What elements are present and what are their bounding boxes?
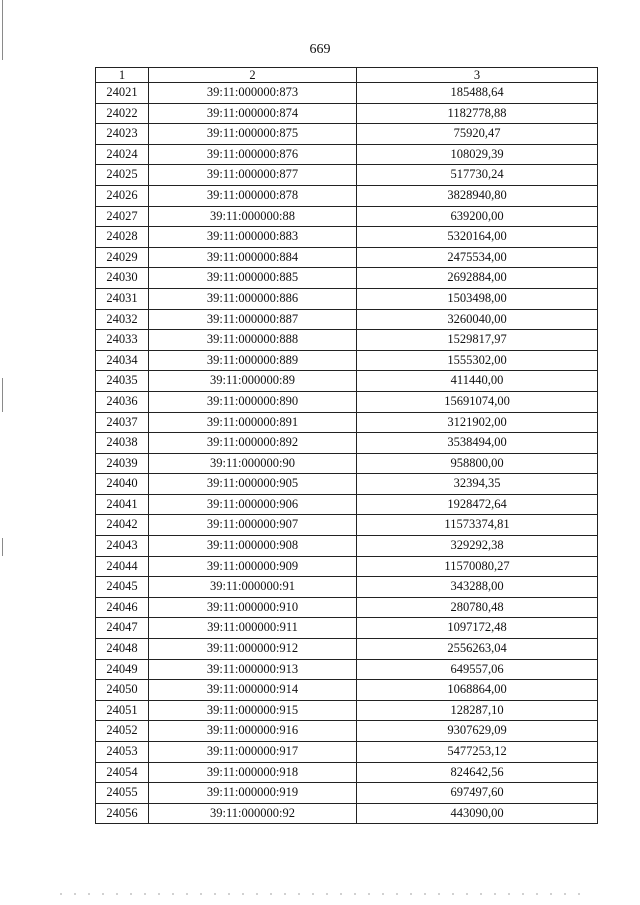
- row-number-cell: 24046: [96, 597, 149, 618]
- row-number-cell: 24038: [96, 433, 149, 454]
- value-cell: 329292,38: [357, 536, 598, 557]
- row-number-cell: 24045: [96, 577, 149, 598]
- table-header: [96, 68, 598, 83]
- row-number-cell: 24036: [96, 391, 149, 412]
- table-row: [96, 556, 598, 577]
- cadastral-number-cell: 39:11:000000:877: [149, 165, 357, 186]
- cadastral-number-cell: 39:11:000000:88: [149, 206, 357, 227]
- column-header-3: 3: [357, 68, 598, 83]
- scan-margin-mark: [2, 0, 3, 60]
- row-number-cell: 24021: [96, 83, 149, 104]
- row-number-cell: 24044: [96, 556, 149, 577]
- value-cell: 3260040,00: [357, 309, 598, 330]
- table-row: [96, 268, 598, 289]
- value-cell: 958800,00: [357, 453, 598, 474]
- value-cell: 1928472,64: [357, 494, 598, 515]
- value-cell: 280780,48: [357, 597, 598, 618]
- value-cell: 649557,06: [357, 659, 598, 680]
- row-number-cell: 24032: [96, 309, 149, 330]
- value-cell: 5320164,00: [357, 227, 598, 248]
- row-number-cell: 24026: [96, 185, 149, 206]
- value-cell: 3828940,80: [357, 185, 598, 206]
- value-cell: 128287,10: [357, 700, 598, 721]
- row-number-cell: 24022: [96, 103, 149, 124]
- value-cell: 9307629,09: [357, 721, 598, 742]
- value-cell: 517730,24: [357, 165, 598, 186]
- value-cell: 824642,56: [357, 762, 598, 783]
- table-row: [96, 639, 598, 660]
- cadastral-number-cell: 39:11:000000:89: [149, 371, 357, 392]
- table-row: [96, 165, 598, 186]
- row-number-cell: 24047: [96, 618, 149, 639]
- cadastral-number-cell: 39:11:000000:889: [149, 350, 357, 371]
- row-number-cell: 24033: [96, 330, 149, 351]
- row-number-cell: 24050: [96, 680, 149, 701]
- page-number: 669: [309, 42, 331, 57]
- row-number-cell: 24030: [96, 268, 149, 289]
- scan-margin-mark: [2, 378, 3, 412]
- value-cell: 1182778,88: [357, 103, 598, 124]
- value-cell: 3121902,00: [357, 412, 598, 433]
- cadastral-number-cell: 39:11:000000:883: [149, 227, 357, 248]
- cadastral-number-cell: 39:11:000000:917: [149, 742, 357, 763]
- value-cell: 11570080,27: [357, 556, 598, 577]
- cadastral-number-cell: 39:11:000000:875: [149, 124, 357, 145]
- row-number-cell: 24042: [96, 515, 149, 536]
- cadastral-number-cell: 39:11:000000:915: [149, 700, 357, 721]
- table-row: [96, 474, 598, 495]
- value-cell: 3538494,00: [357, 433, 598, 454]
- table-row: [96, 453, 598, 474]
- row-number-cell: 24039: [96, 453, 149, 474]
- value-cell: 1068864,00: [357, 680, 598, 701]
- row-number-cell: 24034: [96, 350, 149, 371]
- cadastral-number-cell: 39:11:000000:91: [149, 577, 357, 598]
- table-row: [96, 371, 598, 392]
- table-row: [96, 803, 598, 824]
- row-number-cell: 24049: [96, 659, 149, 680]
- value-cell: 343288,00: [357, 577, 598, 598]
- value-cell: 2692884,00: [357, 268, 598, 289]
- value-cell: 75920,47: [357, 124, 598, 145]
- value-cell: 15691074,00: [357, 391, 598, 412]
- cadastral-number-cell: 39:11:000000:908: [149, 536, 357, 557]
- table-row: [96, 412, 598, 433]
- value-cell: 2556263,04: [357, 639, 598, 660]
- cadastral-number-cell: 39:11:000000:887: [149, 309, 357, 330]
- column-header-2: 2: [149, 68, 357, 83]
- table-row: [96, 103, 598, 124]
- scan-noise: [60, 893, 580, 895]
- row-number-cell: 24031: [96, 288, 149, 309]
- cadastral-number-cell: 39:11:000000:874: [149, 103, 357, 124]
- value-cell: 32394,35: [357, 474, 598, 495]
- row-number-cell: 24040: [96, 474, 149, 495]
- row-number-cell: 24023: [96, 124, 149, 145]
- cadastral-number-cell: 39:11:000000:906: [149, 494, 357, 515]
- cadastral-number-cell: 39:11:000000:910: [149, 597, 357, 618]
- cadastral-number-cell: 39:11:000000:892: [149, 433, 357, 454]
- cadastral-number-cell: 39:11:000000:912: [149, 639, 357, 660]
- cadastral-number-cell: 39:11:000000:92: [149, 803, 357, 824]
- row-number-cell: 24051: [96, 700, 149, 721]
- row-number-cell: 24025: [96, 165, 149, 186]
- row-number-cell: 24024: [96, 144, 149, 165]
- table-row: [96, 227, 598, 248]
- table-row: [96, 391, 598, 412]
- cadastral-number-cell: 39:11:000000:918: [149, 762, 357, 783]
- value-cell: 697497,60: [357, 783, 598, 804]
- cadastral-number-cell: 39:11:000000:884: [149, 247, 357, 268]
- table-row: [96, 144, 598, 165]
- table-row: [96, 762, 598, 783]
- table-row: [96, 83, 598, 104]
- table-row: [96, 680, 598, 701]
- table-body: [96, 83, 598, 824]
- table-row: [96, 618, 598, 639]
- table-row: [96, 309, 598, 330]
- cadastral-number-cell: 39:11:000000:911: [149, 618, 357, 639]
- value-cell: 185488,64: [357, 83, 598, 104]
- value-cell: 411440,00: [357, 371, 598, 392]
- value-cell: 2475534,00: [357, 247, 598, 268]
- cadastral-number-cell: 39:11:000000:916: [149, 721, 357, 742]
- cadastral-number-cell: 39:11:000000:886: [149, 288, 357, 309]
- table-row: [96, 185, 598, 206]
- table-row: [96, 206, 598, 227]
- value-cell: 108029,39: [357, 144, 598, 165]
- scan-margin-mark: [2, 538, 3, 556]
- value-cell: 639200,00: [357, 206, 598, 227]
- table-row: [96, 536, 598, 557]
- row-number-cell: 24028: [96, 227, 149, 248]
- table-row: [96, 515, 598, 536]
- table-row: [96, 124, 598, 145]
- registry-table: [95, 67, 598, 824]
- row-number-cell: 24035: [96, 371, 149, 392]
- value-cell: 11573374,81: [357, 515, 598, 536]
- row-number-cell: 24052: [96, 721, 149, 742]
- row-number-cell: 24056: [96, 803, 149, 824]
- cadastral-number-cell: 39:11:000000:905: [149, 474, 357, 495]
- cadastral-number-cell: 39:11:000000:878: [149, 185, 357, 206]
- table-row: [96, 433, 598, 454]
- cadastral-number-cell: 39:11:000000:919: [149, 783, 357, 804]
- cadastral-number-cell: 39:11:000000:907: [149, 515, 357, 536]
- row-number-cell: 24055: [96, 783, 149, 804]
- value-cell: 1503498,00: [357, 288, 598, 309]
- value-cell: 1555302,00: [357, 350, 598, 371]
- row-number-cell: 24054: [96, 762, 149, 783]
- cadastral-number-cell: 39:11:000000:885: [149, 268, 357, 289]
- table-row: [96, 700, 598, 721]
- value-cell: 5477253,12: [357, 742, 598, 763]
- value-cell: 443090,00: [357, 803, 598, 824]
- row-number-cell: 24037: [96, 412, 149, 433]
- row-number-cell: 24043: [96, 536, 149, 557]
- value-cell: 1097172,48: [357, 618, 598, 639]
- table-row: [96, 247, 598, 268]
- cadastral-number-cell: 39:11:000000:891: [149, 412, 357, 433]
- table-row: [96, 597, 598, 618]
- table-row: [96, 330, 598, 351]
- row-number-cell: 24053: [96, 742, 149, 763]
- header-row: [96, 68, 598, 83]
- cadastral-number-cell: 39:11:000000:876: [149, 144, 357, 165]
- table-row: [96, 350, 598, 371]
- row-number-cell: 24048: [96, 639, 149, 660]
- cadastral-number-cell: 39:11:000000:888: [149, 330, 357, 351]
- value-cell: 1529817,97: [357, 330, 598, 351]
- cadastral-number-cell: 39:11:000000:909: [149, 556, 357, 577]
- column-header-1: 1: [96, 68, 149, 83]
- table-row: [96, 721, 598, 742]
- cadastral-number-cell: 39:11:000000:914: [149, 680, 357, 701]
- table-row: [96, 577, 598, 598]
- row-number-cell: 24041: [96, 494, 149, 515]
- cadastral-number-cell: 39:11:000000:90: [149, 453, 357, 474]
- row-number-cell: 24027: [96, 206, 149, 227]
- cadastral-number-cell: 39:11:000000:913: [149, 659, 357, 680]
- cadastral-number-cell: 39:11:000000:890: [149, 391, 357, 412]
- table-row: [96, 494, 598, 515]
- cadastral-number-cell: 39:11:000000:873: [149, 83, 357, 104]
- table-row: [96, 783, 598, 804]
- table-row: [96, 288, 598, 309]
- row-number-cell: 24029: [96, 247, 149, 268]
- table-row: [96, 742, 598, 763]
- table-row: [96, 659, 598, 680]
